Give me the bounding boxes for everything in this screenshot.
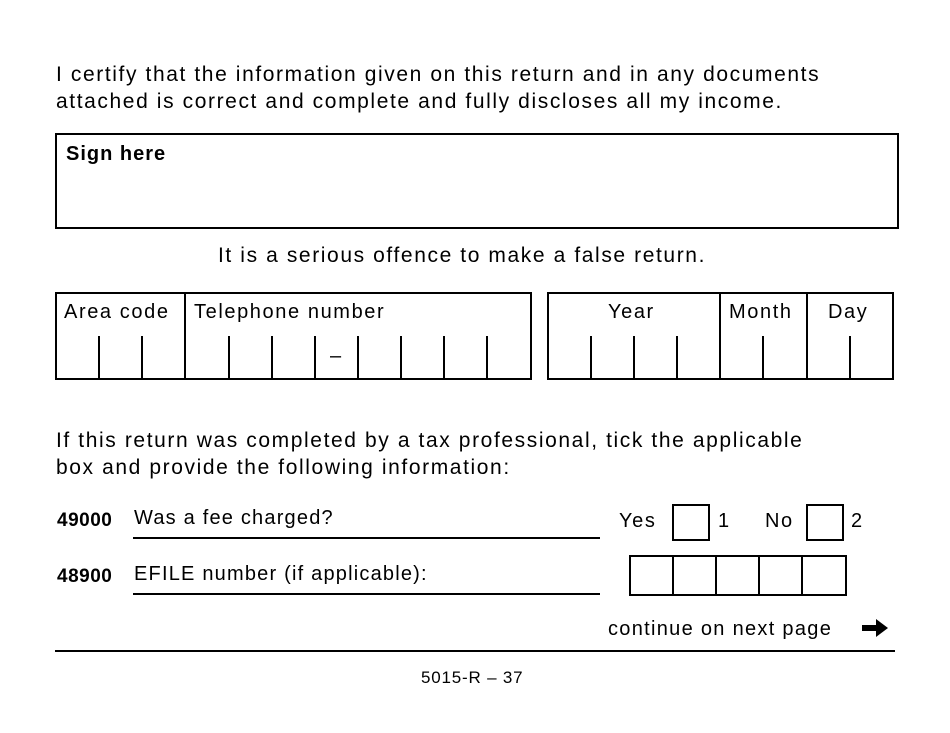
signature-box[interactable]: [55, 133, 899, 229]
efile-number-input[interactable]: [629, 555, 847, 596]
no-checkbox[interactable]: [806, 504, 844, 541]
phone-digit-separator: [357, 336, 359, 380]
year-digit-separator: [633, 336, 635, 380]
no-label: No: [765, 510, 794, 532]
efile-digit-separator: [672, 555, 674, 596]
year-label: Year: [608, 301, 655, 323]
phone-digit-separator: [443, 336, 445, 380]
efile-digit-separator: [801, 555, 803, 596]
tax-professional-intro-1: If this return was completed by a tax professional, tick the applicable: [56, 429, 804, 452]
month-label: Month: [729, 301, 793, 323]
line-code-48900: 48900: [57, 566, 113, 587]
phone-dash: –: [330, 345, 343, 367]
day-label: Day: [828, 301, 869, 323]
fee-charged-underline: [133, 537, 600, 539]
certification-line-2: attached is correct and complete and fully discloses all my income.: [56, 90, 783, 113]
efile-digit-separator: [758, 555, 760, 596]
line-code-49000: 49000: [57, 510, 113, 531]
no-value: 2: [851, 510, 864, 532]
continue-next-page: continue on next page: [608, 618, 833, 640]
yes-value: 1: [718, 510, 731, 532]
phone-digit-separator: [486, 336, 488, 380]
phone-digit-separator: [400, 336, 402, 380]
telephone-number-label: Telephone number: [194, 301, 386, 323]
phone-digit-separator: [314, 336, 316, 380]
page-footer: 5015-R – 37: [421, 668, 524, 687]
year-digit-separator: [676, 336, 678, 380]
tax-professional-intro-2: box and provide the following information:: [56, 456, 511, 479]
phone-digit-separator: [271, 336, 273, 380]
yes-label: Yes: [619, 510, 657, 532]
signature-label: Sign here: [66, 143, 167, 165]
arrow-right-icon: [860, 616, 890, 640]
yes-checkbox[interactable]: [672, 504, 710, 541]
year-digit-separator: [590, 336, 592, 380]
fee-charged-question: Was a fee charged?: [134, 507, 334, 529]
phone-digit-separator: [228, 336, 230, 380]
area-code-divider: [184, 292, 186, 380]
month-day-divider: [806, 292, 808, 380]
area-code-digit-separator: [141, 336, 143, 380]
day-digit-separator: [849, 336, 851, 380]
efile-underline: [133, 593, 600, 595]
false-return-warning: It is a serious offence to make a false return.: [218, 244, 707, 267]
area-code-label: Area code: [64, 301, 170, 323]
month-digit-separator: [762, 336, 764, 380]
efile-digit-separator: [715, 555, 717, 596]
year-month-divider: [719, 292, 721, 380]
certification-line-1: I certify that the information given on this return and in any documents: [56, 63, 821, 86]
bottom-rule: [55, 650, 895, 652]
efile-number-label: EFILE number (if applicable):: [134, 563, 428, 585]
area-code-digit-separator: [98, 336, 100, 380]
